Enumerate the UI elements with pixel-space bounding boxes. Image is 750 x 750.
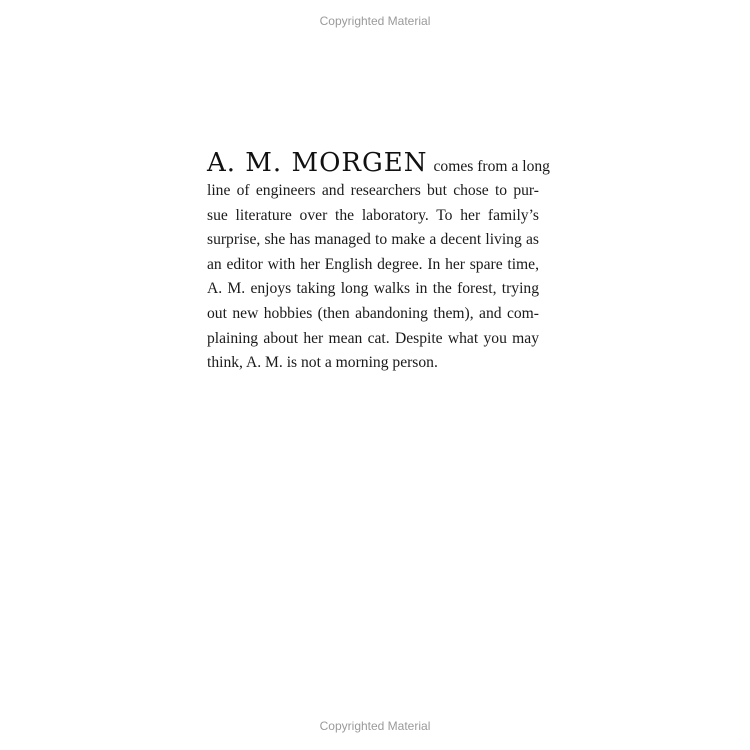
bio-line: line of engineers and researchers but chose to pur-	[207, 182, 539, 199]
bio-line	[207, 148, 550, 178]
bio-line: sue literature over the laboratory. To her family’s	[207, 206, 539, 224]
bio-line: think, A. M. is not a morning person.	[207, 354, 438, 372]
bio-line: A. M. enjoys taking long walks in the forest, trying	[207, 280, 539, 298]
bio-line: out new hobbies (then abandoning them), and com-	[207, 304, 539, 322]
author-name: A. M. MORGEN	[207, 148, 428, 178]
bio-line: an editor with her English degree. In her spare time,	[207, 255, 539, 273]
bio-first-line-text: comes from a long	[433, 158, 550, 175]
author-bio	[207, 148, 550, 376]
copyright-watermark-top: Copyrighted Material	[319, 14, 431, 28]
bio-line: surprise, she has managed to make a decent living as	[207, 231, 539, 249]
copyright-watermark-bottom: Copyrighted Material	[319, 719, 431, 733]
bio-line: plaining about her mean cat. Despite what you may	[207, 329, 539, 347]
